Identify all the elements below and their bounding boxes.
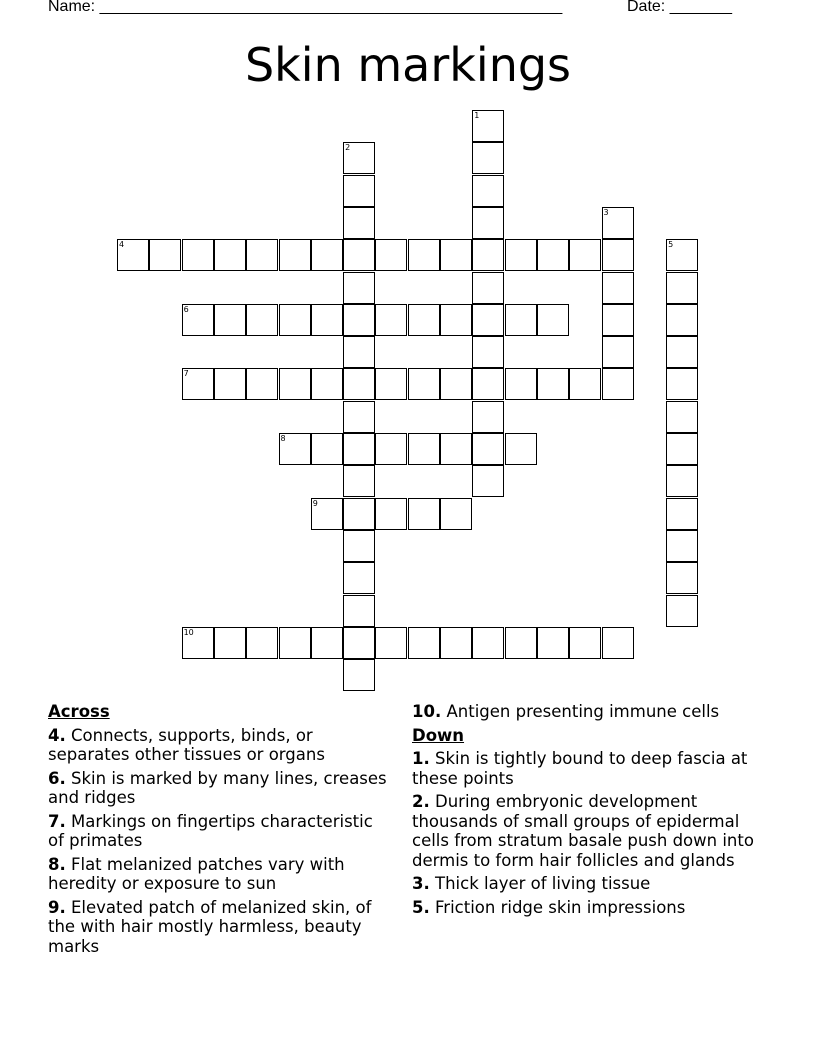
cell-number: 5 <box>668 240 674 250</box>
clue-text: Markings on fingertips characteristic of primates <box>48 811 373 850</box>
grid-cell[interactable] <box>472 110 504 142</box>
grid-cell[interactable] <box>408 433 440 465</box>
cell-number: 8 <box>280 434 286 443</box>
grid-cell[interactable] <box>569 368 601 400</box>
grid-cell[interactable] <box>311 627 343 659</box>
grid-cell[interactable] <box>311 433 343 465</box>
grid-cell[interactable] <box>472 142 504 174</box>
grid-cell[interactable] <box>666 498 698 530</box>
clue-across-7 <box>48 812 388 851</box>
cell-number: 4 <box>119 240 125 250</box>
grid-cell[interactable] <box>182 368 214 400</box>
grid-cell[interactable] <box>505 368 537 400</box>
grid-cell[interactable] <box>343 465 375 497</box>
grid-cell[interactable] <box>505 304 537 336</box>
grid-cell[interactable] <box>343 272 375 304</box>
grid-cell[interactable] <box>343 562 375 594</box>
grid-cell[interactable] <box>666 465 698 497</box>
grid-cell[interactable] <box>602 368 634 400</box>
grid-cell[interactable] <box>569 627 601 659</box>
grid-cell[interactable] <box>666 595 698 627</box>
clue-number: 7. <box>48 811 66 831</box>
grid-cell[interactable] <box>537 627 569 659</box>
grid-cell[interactable] <box>343 207 375 239</box>
grid-cell[interactable] <box>440 368 472 400</box>
grid-cell[interactable] <box>602 239 634 271</box>
grid-cell[interactable] <box>440 627 472 659</box>
clue-number: 1. <box>412 749 430 768</box>
grid-cell[interactable] <box>343 336 375 368</box>
grid-cell[interactable] <box>279 304 311 336</box>
grid-cell[interactable] <box>343 433 375 465</box>
grid-cell[interactable] <box>440 304 472 336</box>
clue-text: Skin is tightly bound to deep fascia at these points <box>412 749 748 788</box>
grid-cell[interactable] <box>311 368 343 400</box>
clue-across-10 <box>412 702 772 722</box>
grid-cell[interactable] <box>666 368 698 400</box>
clue-text: Connects, supports, binds, or separates other tissues or organs <box>48 725 325 764</box>
grid-cell[interactable] <box>666 304 698 336</box>
cell-number: 6 <box>183 304 189 314</box>
clue-down-5 <box>412 898 772 918</box>
clue-down-2 <box>412 792 772 870</box>
grid-cell[interactable] <box>666 272 698 304</box>
grid-cell[interactable] <box>279 433 311 465</box>
grid-cell[interactable] <box>505 627 537 659</box>
grid-cell[interactable] <box>602 304 634 336</box>
grid-cell[interactable] <box>440 433 472 465</box>
clue-text: Elevated patch of melanized skin, of the with hair mostly harmless, beauty marks <box>48 897 372 956</box>
grid-cell[interactable] <box>505 239 537 271</box>
grid-cell[interactable] <box>505 433 537 465</box>
cell-number: 9 <box>312 498 318 508</box>
grid-cell[interactable] <box>408 498 440 530</box>
grid-cell[interactable] <box>375 239 407 271</box>
grid-cell[interactable] <box>472 336 504 368</box>
grid-cell[interactable] <box>246 368 278 400</box>
clue-number: 9. <box>48 897 66 917</box>
grid-cell[interactable] <box>537 304 569 336</box>
grid-cell[interactable] <box>149 239 181 271</box>
grid-cell[interactable] <box>246 627 278 659</box>
cell-number: 1 <box>474 111 480 120</box>
grid-cell[interactable] <box>246 239 278 271</box>
down-heading: Down <box>412 725 465 745</box>
grid-cell[interactable] <box>343 142 375 174</box>
grid-cell[interactable] <box>472 401 504 433</box>
grid-cell[interactable] <box>182 239 214 271</box>
cell-number: 2 <box>345 143 351 153</box>
grid-cell[interactable] <box>440 239 472 271</box>
grid-cell[interactable] <box>375 368 407 400</box>
grid-cell[interactable] <box>602 272 634 304</box>
clue-text: During embryonic development thousands of small groups of epidermal cells from stratum basale push down into dermis to form hair follicles and glands <box>412 792 754 870</box>
grid-cell[interactable] <box>472 433 504 465</box>
grid-cell[interactable] <box>408 239 440 271</box>
clues-left-column <box>48 702 388 960</box>
grid-cell[interactable] <box>408 368 440 400</box>
clue-text: Skin is marked by many lines, creases and ridges <box>48 768 387 807</box>
grid-cell[interactable] <box>343 627 375 659</box>
grid-cell[interactable] <box>343 304 375 336</box>
clue-number: 4. <box>48 725 66 745</box>
grid-cell[interactable] <box>472 368 504 400</box>
name-field-label: Name: ____________________________________________________ <box>48 0 563 15</box>
grid-cell[interactable] <box>311 304 343 336</box>
grid-cell[interactable] <box>214 368 246 400</box>
grid-cell[interactable] <box>472 627 504 659</box>
grid-cell[interactable] <box>246 304 278 336</box>
grid-cell[interactable] <box>602 336 634 368</box>
grid-cell[interactable] <box>117 239 149 271</box>
clue-number: 6. <box>48 768 66 788</box>
grid-cell[interactable] <box>537 239 569 271</box>
grid-cell[interactable] <box>602 627 634 659</box>
grid-cell[interactable] <box>311 239 343 271</box>
page-title: Skin markings <box>244 38 572 92</box>
grid-cell[interactable] <box>279 368 311 400</box>
clue-text: Flat melanized patches vary with heredity or exposure to sun <box>48 854 345 893</box>
grid-cell[interactable] <box>440 498 472 530</box>
grid-cell[interactable] <box>666 336 698 368</box>
date-field-label: Date: _______ <box>627 0 732 15</box>
grid-cell[interactable] <box>602 207 634 239</box>
grid-cell[interactable] <box>472 304 504 336</box>
cell-number: 7 <box>183 369 189 379</box>
clue-across-8 <box>48 855 388 894</box>
clue-across-6 <box>48 769 388 808</box>
grid-cell[interactable] <box>666 530 698 562</box>
grid-cell[interactable] <box>214 239 246 271</box>
clue-number: 2. <box>412 792 430 811</box>
grid-cell[interactable] <box>375 498 407 530</box>
clues-right-column <box>412 702 772 921</box>
grid-cell[interactable] <box>472 239 504 271</box>
grid-cell[interactable] <box>279 239 311 271</box>
grid-cell[interactable] <box>279 627 311 659</box>
cell-number: 10 <box>183 627 194 637</box>
grid-cell[interactable] <box>408 627 440 659</box>
clue-number: 3. <box>412 874 430 893</box>
grid-cell[interactable] <box>343 401 375 433</box>
grid-cell[interactable] <box>343 530 375 562</box>
grid-cell[interactable] <box>343 498 375 530</box>
grid-cell[interactable] <box>311 498 343 530</box>
grid-cell[interactable] <box>214 627 246 659</box>
clue-number: 8. <box>48 854 66 874</box>
grid-cell[interactable] <box>343 175 375 207</box>
grid-cell[interactable] <box>666 562 698 594</box>
grid-cell[interactable] <box>343 659 375 691</box>
grid-cell[interactable] <box>666 239 698 271</box>
clue-down-3 <box>412 874 772 894</box>
grid-cell[interactable] <box>666 433 698 465</box>
across-heading: Across <box>48 702 110 721</box>
grid-cell[interactable] <box>472 175 504 207</box>
clue-text: Thick layer of living tissue <box>435 874 651 893</box>
grid-cell[interactable] <box>343 368 375 400</box>
clue-number: 10. <box>412 702 442 721</box>
grid-cell[interactable] <box>472 465 504 497</box>
clue-across-9 <box>48 898 388 957</box>
grid-cell[interactable] <box>182 304 214 336</box>
clue-down-1 <box>412 749 772 788</box>
grid-cell[interactable] <box>472 207 504 239</box>
grid-cell[interactable] <box>182 627 214 659</box>
clue-across-4 <box>48 726 388 765</box>
cell-number: 3 <box>603 207 609 217</box>
grid-cell[interactable] <box>472 272 504 304</box>
grid-cell[interactable] <box>375 433 407 465</box>
grid-cell[interactable] <box>343 239 375 271</box>
grid-cell[interactable] <box>375 627 407 659</box>
grid-cell[interactable] <box>375 304 407 336</box>
clue-text: Friction ridge skin impressions <box>435 897 686 917</box>
grid-cell[interactable] <box>408 304 440 336</box>
grid-cell[interactable] <box>569 239 601 271</box>
grid-cell[interactable] <box>666 401 698 433</box>
clue-text: Antigen presenting immune cells <box>446 702 720 721</box>
grid-cell[interactable] <box>343 595 375 627</box>
grid-cell[interactable] <box>537 368 569 400</box>
grid-cell[interactable] <box>214 304 246 336</box>
clue-number: 5. <box>412 897 430 917</box>
